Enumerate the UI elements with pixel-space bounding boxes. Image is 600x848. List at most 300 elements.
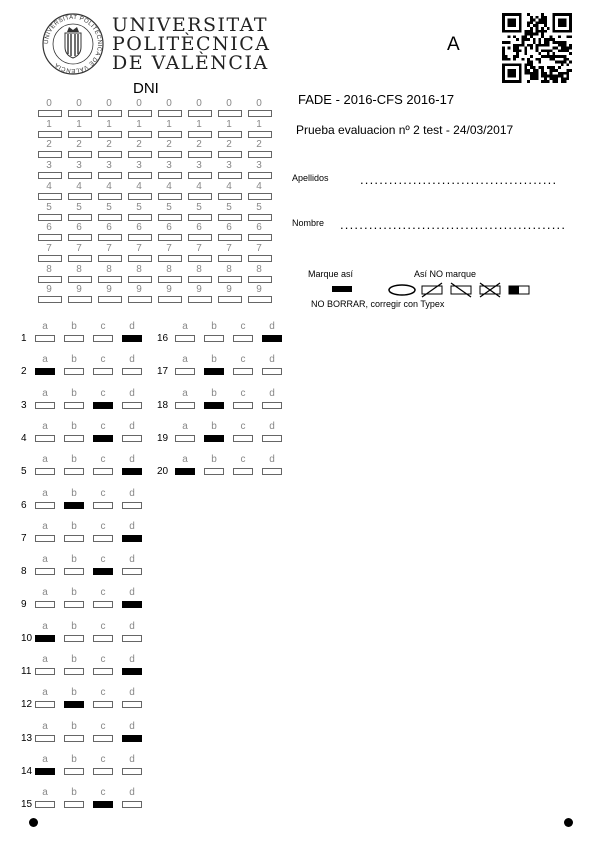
dni-bubble[interactable] [38,255,62,262]
answer-option-label: b [211,454,217,466]
alignment-mark-right [564,818,573,827]
answer-bubble[interactable] [35,768,55,775]
answer-bubble[interactable] [175,335,195,342]
dni-digit-label: 4 [196,180,202,192]
dni-bubble[interactable] [158,296,182,303]
answer-bubble[interactable] [64,568,84,575]
question-number: 9 [21,599,27,611]
answer-option-label: b [71,654,77,665]
answer-bubble[interactable] [93,601,113,608]
answer-bubble[interactable] [93,368,113,375]
question-number: 13 [21,732,33,744]
answer-bubble[interactable] [122,568,142,575]
question-number: 7 [21,532,27,544]
dni-digit-label: 6 [106,222,112,234]
answer-bubble[interactable] [35,335,55,342]
dni-digit-label: 0 [196,98,202,109]
answer-bubble[interactable] [175,468,195,475]
answer-bubble[interactable] [64,801,84,808]
dni-bubble[interactable] [218,234,242,241]
dni-bubble[interactable] [68,296,92,303]
dni-bubble[interactable] [218,214,242,221]
answer-bubble[interactable] [175,368,195,375]
dni-bubble[interactable] [38,296,62,303]
dni-digit-label: 7 [46,242,52,254]
dni-bubble[interactable] [68,214,92,221]
exam-title: Prueba evaluacion nº 2 test - 24/03/2017 [296,123,514,137]
answer-option-label: d [129,387,135,399]
seal-text: UNIVERSITAT POLITÈCNICA DE VALÈNCIA [43,14,103,74]
dni-bubble[interactable] [248,296,272,303]
dni-bubble[interactable] [128,193,152,200]
answer-bubble[interactable] [122,768,142,775]
question-number: 12 [21,699,33,711]
dni-bubble[interactable] [188,234,212,241]
answer-option-label: b [71,354,77,366]
question-number: 11 [21,666,32,677]
dni-bubble[interactable] [248,193,272,200]
answer-option-label: a [182,354,188,366]
answer-bubble[interactable] [64,502,84,509]
answer-bubble[interactable] [233,368,253,375]
dni-digit-label: 9 [46,284,52,296]
answer-bubble[interactable] [93,335,113,342]
answer-bubble[interactable] [204,468,224,475]
course-title: FADE - 2016-CFS 2016-17 [298,92,455,107]
legend-correct-mark [332,286,352,292]
dni-bubble[interactable] [248,276,272,283]
dni-bubble[interactable] [38,276,62,283]
dni-digit-label: 7 [196,242,202,254]
dni-bubble[interactable] [128,255,152,262]
dni-digit-label: 7 [76,242,82,254]
dni-bubble[interactable] [248,151,272,158]
dni-bubble[interactable] [68,110,92,117]
dni-bubble[interactable] [98,234,122,241]
university-name-line-1: UNIVERSITAT [112,14,269,36]
answer-bubble[interactable] [122,668,142,675]
dni-bubble[interactable] [248,172,272,179]
dni-bubble[interactable] [218,296,242,303]
question-number: 10 [21,632,33,644]
answer-bubble[interactable] [64,668,84,675]
answer-bubble[interactable] [35,468,55,475]
dni-digit-label: 3 [46,160,52,172]
dni-bubble[interactable] [158,131,182,138]
answer-bubble[interactable] [64,402,84,409]
dni-digit-label: 6 [136,222,142,234]
dni-bubble[interactable] [158,234,182,241]
name-field[interactable]: ............................................... [340,217,567,232]
dni-bubble[interactable] [38,234,62,241]
dni-bubble[interactable] [128,131,152,138]
dni-digit-label: 1 [136,118,142,130]
answer-bubble[interactable] [122,402,142,409]
dni-digit-label: 1 [226,118,232,130]
dni-digit-label: 4 [76,180,82,192]
answer-bubble[interactable] [233,435,253,442]
answer-bubble[interactable] [64,601,84,608]
dni-bubble[interactable] [98,131,122,138]
surname-label: Apellidos [292,173,329,183]
dni-digit-label: 2 [76,139,82,151]
answer-option-label: d [129,620,135,632]
dni-bubble[interactable] [38,151,62,158]
answer-bubble[interactable] [64,468,84,475]
university-seal-icon [42,13,104,75]
dni-bubble[interactable] [218,255,242,262]
answer-bubble[interactable] [93,768,113,775]
question-number: 8 [21,566,27,578]
question-number: 14 [21,765,33,777]
answer-option-label: a [42,420,48,432]
dni-bubble[interactable] [188,110,212,117]
answer-bubble[interactable] [93,735,113,742]
answer-option-label: c [100,587,106,599]
dni-digit-label: 0 [136,98,142,109]
dni-digit-label: 8 [76,263,82,275]
question-number: 16 [157,333,169,344]
university-name-line-3: DE VALÈNCIA [112,52,269,74]
answer-option-label: b [71,620,77,632]
answer-option-label: c [100,554,106,566]
dni-digit-label: 9 [256,284,262,296]
dni-bubble[interactable] [98,276,122,283]
exam-version: A [447,34,460,55]
answer-bubble[interactable] [64,735,84,742]
dni-bubble[interactable] [128,234,152,241]
answer-bubble[interactable] [64,335,84,342]
question-number: 18 [157,399,169,411]
answer-bubble[interactable] [233,468,253,475]
answer-bubble[interactable] [64,701,84,708]
answer-bubble[interactable] [35,368,55,375]
answer-bubble[interactable] [122,435,142,442]
answer-bubble[interactable] [122,801,142,808]
dni-bubble[interactable] [68,276,92,283]
answer-bubble[interactable] [122,601,142,608]
dni-bubble[interactable] [128,296,152,303]
dni-digit-label: 8 [256,263,262,275]
answer-bubble[interactable] [262,335,282,342]
dni-bubble[interactable] [188,214,212,221]
dni-digit-label: 5 [106,201,112,213]
dni-bubble[interactable] [128,276,152,283]
dni-digit-label: 4 [256,180,262,192]
answer-option-label: a [182,387,188,399]
answer-option-label: d [129,720,135,732]
answer-bubble[interactable] [122,535,142,542]
answer-option-label: c [100,654,106,665]
answer-bubble[interactable] [204,335,224,342]
question-number: 20 [157,466,169,478]
answer-bubble[interactable] [64,635,84,642]
dni-bubble[interactable] [248,234,272,241]
answer-bubble[interactable] [35,535,55,542]
dni-digit-label: 4 [106,180,112,192]
dni-bubble[interactable] [68,151,92,158]
answer-bubble[interactable] [122,368,142,375]
answer-option-label: a [42,520,48,532]
answer-bubble[interactable] [204,435,224,442]
dni-bubble[interactable] [188,255,212,262]
answer-option-label: b [71,554,77,566]
dni-bubble[interactable] [98,255,122,262]
answer-option-label: a [182,454,188,466]
dni-bubble[interactable] [68,234,92,241]
dni-bubble[interactable] [128,151,152,158]
dni-digit-label: 0 [106,98,112,109]
dni-digit-label: 1 [256,118,262,130]
answer-option-label: d [269,354,275,366]
question-number: 15 [21,799,33,811]
answer-option-label: c [100,620,106,632]
answer-bubble[interactable] [35,601,55,608]
answer-option-label: c [100,321,106,332]
dni-bubble[interactable] [188,151,212,158]
dni-digit-label: 1 [166,118,172,130]
dni-digit-label: 5 [226,201,232,213]
dni-digit-label: 8 [136,263,142,275]
answer-option-label: c [100,387,106,399]
dni-bubble[interactable] [68,131,92,138]
answer-bubble[interactable] [233,402,253,409]
answer-bubble[interactable] [93,801,113,808]
dni-bubble[interactable] [218,172,242,179]
dni-digit-label: 8 [46,263,52,275]
answer-option-label: a [42,687,48,699]
dni-bubble[interactable] [38,214,62,221]
dni-bubble[interactable] [68,172,92,179]
answer-bubble[interactable] [35,502,55,509]
answer-option-label: d [129,487,135,499]
answer-option-label: d [129,753,135,765]
dni-digit-label: 2 [256,139,262,151]
dni-bubble[interactable] [248,255,272,262]
answer-option-label: c [100,720,106,732]
dni-bubble[interactable] [248,131,272,138]
dni-digit-label: 6 [76,222,82,234]
answer-option-label: c [100,354,106,366]
answer-bubble[interactable] [93,535,113,542]
answer-option-label: d [129,321,135,332]
answer-bubble[interactable] [122,635,142,642]
answer-option-label: a [42,554,48,566]
dni-digit-label: 3 [76,160,82,172]
answer-bubble[interactable] [262,468,282,475]
answer-option-label: b [71,454,77,466]
dni-bubble[interactable] [188,131,212,138]
answer-option-label: c [100,420,106,432]
answer-bubble[interactable] [93,701,113,708]
answer-bubble[interactable] [64,768,84,775]
dni-digit-label: 1 [196,118,202,130]
answer-bubble[interactable] [262,368,282,375]
dni-digit-label: 8 [106,263,112,275]
answer-option-label: d [129,654,135,665]
answer-bubble[interactable] [64,368,84,375]
dni-bubble[interactable] [188,276,212,283]
dni-digit-label: 0 [256,98,262,109]
dni-bubble[interactable] [218,193,242,200]
answer-bubble[interactable] [35,435,55,442]
dni-bubble[interactable] [188,172,212,179]
answer-option-label: c [240,420,246,432]
dni-digit-label: 7 [226,242,232,254]
answer-bubble[interactable] [35,735,55,742]
dni-bubble[interactable] [218,131,242,138]
answer-option-label: d [129,454,135,466]
answer-option-label: d [129,520,135,532]
answer-option-label: a [42,487,48,499]
dni-digit-label: 9 [106,284,112,296]
answer-option-label: d [129,354,135,366]
answer-option-label: a [42,787,48,799]
answer-option-label: b [71,753,77,765]
surname-field[interactable]: ......................................... [360,172,558,187]
dni-digit-label: 9 [166,284,172,296]
dni-digit-label: 4 [136,180,142,192]
dni-bubble[interactable] [158,110,182,117]
answer-bubble[interactable] [262,435,282,442]
dni-digit-label: 5 [256,201,262,213]
answer-bubble[interactable] [122,335,142,342]
answer-bubble[interactable] [64,435,84,442]
answer-bubble[interactable] [93,635,113,642]
dni-bubble[interactable] [98,214,122,221]
answer-option-label: d [129,587,135,599]
dni-digit-label: 1 [106,118,112,130]
dni-bubble[interactable] [98,296,122,303]
answer-bubble[interactable] [122,468,142,475]
question-number: 4 [21,432,27,444]
answer-option-label: a [42,753,48,765]
dni-bubble[interactable] [98,110,122,117]
answer-option-label: d [129,687,135,699]
legend-correct-label: Marque así [308,269,354,279]
answer-bubble[interactable] [175,402,195,409]
answer-option-label: c [100,753,106,765]
answer-bubble[interactable] [175,435,195,442]
answer-option-label: b [71,787,77,799]
dni-bubble[interactable] [158,172,182,179]
dni-digit-label: 3 [226,160,232,172]
answer-bubble[interactable] [93,468,113,475]
answer-bubble[interactable] [233,335,253,342]
dni-bubble[interactable] [128,214,152,221]
dni-digit-label: 9 [226,284,232,296]
dni-bubble[interactable] [248,214,272,221]
answer-bubble[interactable] [35,668,55,675]
answer-bubble[interactable] [122,502,142,509]
dni-digit-label: 5 [196,201,202,213]
dni-bubble[interactable] [158,276,182,283]
answer-bubble[interactable] [93,668,113,675]
answer-bubble[interactable] [35,402,55,409]
dni-bubble[interactable] [128,110,152,117]
dni-digit-label: 5 [76,201,82,213]
answer-option-label: a [182,420,188,432]
answer-option-label: a [42,354,48,366]
answer-option-label: a [42,720,48,732]
answer-option-label: a [42,321,48,332]
dni-digit-label: 2 [226,139,232,151]
dni-bubble[interactable] [158,193,182,200]
dni-bubble[interactable] [38,172,62,179]
answer-bubble[interactable] [93,502,113,509]
dni-digit-label: 5 [46,201,52,213]
answer-bubble[interactable] [35,701,55,708]
answer-bubble[interactable] [93,568,113,575]
dni-bubble[interactable] [68,255,92,262]
dni-digit-label: 3 [256,160,262,172]
question-number: 2 [21,366,27,378]
dni-bubble[interactable] [218,276,242,283]
answer-bubble[interactable] [35,635,55,642]
dni-bubble[interactable] [218,151,242,158]
answer-bubble[interactable] [204,402,224,409]
dni-bubble[interactable] [128,172,152,179]
dni-digit-label: 8 [196,263,202,275]
dni-bubble[interactable] [38,193,62,200]
dni-bubble[interactable] [38,110,62,117]
dni-bubble[interactable] [38,131,62,138]
dni-bubble[interactable] [188,193,212,200]
dni-digit-label: 5 [136,201,142,213]
dni-digit-label: 5 [166,201,172,213]
answer-option-label: c [100,454,106,466]
answer-option-label: d [129,787,135,799]
dni-bubble[interactable] [98,172,122,179]
legend-note: NO BORRAR, corregir con Typex [311,299,445,309]
legend-incorrect-marks-icon [388,281,534,299]
answer-option-label: c [100,487,106,499]
dni-bubble[interactable] [248,110,272,117]
dni-bubble[interactable] [68,193,92,200]
answer-bubble[interactable] [35,568,55,575]
dni-bubble[interactable] [218,110,242,117]
legend-incorrect-label: Así NO marque [414,269,477,279]
answer-option-label: d [269,321,275,332]
dni-digit-label: 3 [136,160,142,172]
dni-digit-label: 2 [166,139,172,151]
answer-bubble[interactable] [93,402,113,409]
question-number: 1 [21,333,27,344]
answer-bubble[interactable] [93,435,113,442]
answer-bubble[interactable] [64,535,84,542]
answer-bubble[interactable] [262,402,282,409]
dni-bubble[interactable] [158,151,182,158]
answer-option-label: d [129,420,135,432]
dni-bubble[interactable] [98,193,122,200]
dni-bubble[interactable] [158,255,182,262]
answer-option-label: c [240,454,246,466]
dni-bubble[interactable] [158,214,182,221]
answer-bubble[interactable] [122,735,142,742]
answer-option-label: b [211,321,217,332]
dni-bubble[interactable] [98,151,122,158]
answer-option-label: a [42,587,48,599]
dni-digit-label: 7 [166,242,172,254]
answer-bubble[interactable] [204,368,224,375]
qr-code-icon [502,13,572,83]
question-number: 3 [21,399,27,411]
answer-option-label: c [240,354,246,366]
answer-bubble[interactable] [122,701,142,708]
answer-bubble[interactable] [35,801,55,808]
dni-bubble[interactable] [188,296,212,303]
answer-option-label: a [182,321,188,332]
